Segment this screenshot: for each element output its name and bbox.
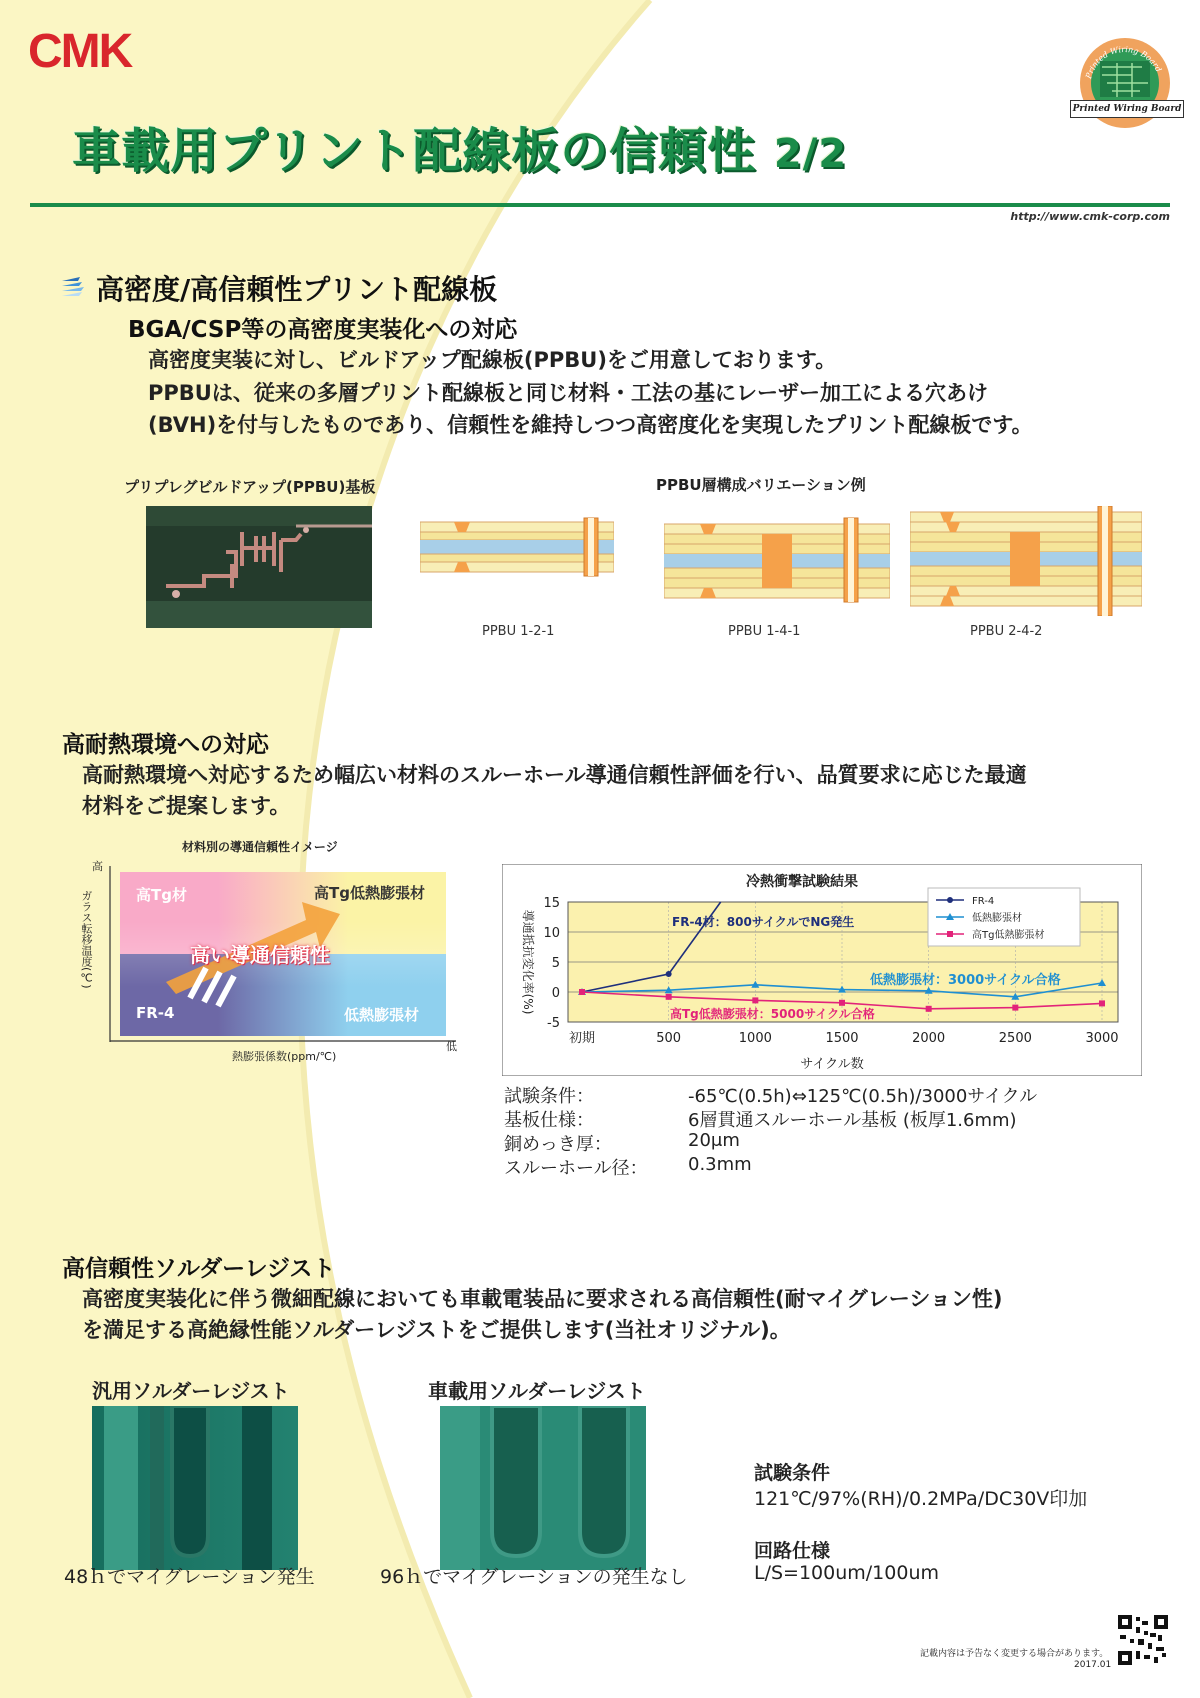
data-point	[839, 1000, 845, 1006]
data-point	[666, 994, 672, 1000]
condition-value-3: 20μm	[688, 1130, 740, 1151]
ppbu-board-photo	[146, 506, 372, 628]
x-tick-label: 3000	[1085, 1031, 1119, 1046]
section1-subtitle: BGA/CSP等の高密度実装化への対応	[128, 317, 518, 343]
automotive-resist-caption: 96ｈでマイグレーションの発生なし	[380, 1566, 688, 1588]
data-point	[1012, 1005, 1018, 1011]
data-point	[926, 1006, 932, 1012]
chart-legend	[928, 888, 1080, 946]
section3-line-1: 高密度実装化に伴う微細配線においても車載電装品に要求される高信頼性(耐マイグレーション性)	[82, 1287, 1003, 1311]
x-tick-label: 1500	[825, 1031, 859, 1046]
x-tick-label: 2500	[998, 1031, 1032, 1046]
test-value: 121℃/97%(RH)/0.2MPa/DC30V印加	[754, 1488, 1088, 1510]
condition-label-2: 基板仕様：	[504, 1110, 594, 1131]
stack-diagram-242	[910, 506, 1142, 616]
section2-line-2: 材料をご提案します。	[82, 794, 291, 818]
x-tick-label: 2000	[912, 1031, 946, 1046]
title-text: 車載用プリント配線板の信頼性	[72, 123, 757, 179]
automotive-resist-title: 車載用ソルダーレジスト	[428, 1379, 646, 1403]
annotation-low-cte: 低熱膨張材：3000サイクル合格	[870, 973, 1061, 988]
section3-line-2: を満足する高絶縁性能ソルダーレジストをご提供します(当社オリジナル)。	[82, 1318, 791, 1342]
test-title: 試験条件	[754, 1462, 831, 1484]
website-url[interactable]: http://www.cmk-corp.com	[1010, 210, 1170, 223]
quadrant-high-tg-low-cte: 高Tg低熱膨張材	[314, 884, 425, 902]
x-tick-label: 500	[656, 1031, 682, 1046]
y-tick-label: 0	[551, 986, 560, 1001]
header-rule	[30, 203, 1170, 207]
annotation-fr4: FR-4材：800サイクルでNG発生	[672, 915, 855, 929]
quadrant-fr4: FR-4	[136, 1004, 175, 1022]
chart-ylabel: 導通抵抗変化率(%)	[521, 909, 535, 1015]
badge-ring-text: Printed Wiring Board	[1084, 44, 1164, 80]
pcb-photo-caption: プリプレグビルドアップ(PPBU)基板	[124, 478, 376, 496]
annotation-high-tg-low-cte: 高Tg低熱膨張材：5000サイクル合格	[670, 1007, 875, 1021]
condition-value-2: 6層貫通スルーホール基板 (板厚1.6mm)	[688, 1110, 1017, 1131]
section1-title: 高密度/高信頼性プリント配線板	[96, 273, 498, 306]
page-number: 2/2	[773, 131, 848, 177]
chart-xlabel: サイクル数	[800, 1057, 864, 1072]
badge-label: Printed Wiring Board	[1070, 100, 1184, 118]
section-bullet-icon	[60, 277, 84, 297]
condition-value-4: 0.3mm	[688, 1154, 752, 1175]
section1-line-2: PPBUは、従来の多層プリント配線板と同じ材料・工法の基にレーザー加工による穴あけ	[148, 381, 988, 405]
general-resist-photo	[92, 1406, 298, 1570]
data-point	[579, 989, 585, 995]
stack-diagram-121	[420, 506, 614, 586]
matrix-arrow-label: 高い導通信頼性	[190, 943, 330, 967]
condition-label-1: 試験条件：	[504, 1086, 594, 1107]
variant-label-121: PPBU 1-2-1	[482, 624, 555, 639]
legend-marker	[947, 897, 953, 903]
y-tick-label: 10	[543, 926, 560, 941]
condition-label-3: 銅めっき厚：	[504, 1134, 612, 1155]
section1-line-3: (BVH)を付与したものであり、信頼性を維持しつつ高密度化を実現したプリント配線板です。	[148, 413, 1033, 437]
legend-entry: 高Tg低熱膨張材	[972, 930, 1045, 941]
variation-caption: PPBU層構成バリエーション例	[656, 476, 866, 494]
legend-entry: 低熱膨張材	[972, 913, 1022, 924]
y-tick-label: 15	[543, 896, 560, 911]
footer-note: 記載内容は予告なく変更する場合があります。	[920, 1649, 1109, 1659]
page-title	[72, 112, 847, 181]
automotive-resist-photo	[440, 1406, 646, 1570]
quadrant-low-cte: 低熱膨張材	[344, 1006, 420, 1024]
data-point	[752, 997, 758, 1003]
data-point	[666, 971, 672, 977]
x-tick-label: 初期	[568, 1031, 596, 1046]
variant-label-242: PPBU 2-4-2	[970, 624, 1043, 639]
matrix-x-label: 熱膨張係数(ppm/℃)	[232, 1050, 337, 1063]
circuit-value: L/S=100um/100um	[754, 1562, 939, 1584]
legend-entry: FR-4	[972, 896, 995, 907]
condition-label-4: スルーホール径：	[504, 1158, 648, 1179]
company-logo: CMK	[28, 25, 132, 78]
y-tick-label: 5	[551, 956, 560, 971]
footer-date: 2017.01	[1074, 1660, 1112, 1670]
section1-line-1: 高密度実装に対し、ビルドアップ配線板(PPBU)をご用意しております。	[148, 348, 837, 372]
circuit-title: 回路仕様	[754, 1540, 831, 1562]
variant-label-141: PPBU 1-4-1	[728, 624, 801, 639]
data-point	[1099, 1000, 1105, 1006]
legend-marker	[947, 931, 953, 937]
condition-value-1: -65℃(0.5h)⇔125℃(0.5h)/3000サイクル	[688, 1086, 1038, 1107]
section3-title: 高信頼性ソルダーレジスト	[62, 1256, 336, 1282]
general-resist-caption: 48ｈでマイグレーション発生	[64, 1566, 315, 1588]
qr-code-icon[interactable]	[1118, 1615, 1168, 1665]
quadrant-high-tg: 高Tg材	[136, 886, 187, 904]
general-resist-title: 汎用ソルダーレジスト	[92, 1379, 290, 1403]
x-tick-label: 1000	[738, 1031, 772, 1046]
matrix-title: 材料別の導通信頼性イメージ	[182, 840, 338, 854]
stack-diagram-141	[664, 506, 890, 606]
section2-title: 高耐熱環境への対応	[62, 732, 269, 758]
matrix-y-label: ガラス転移温度(℃)	[80, 890, 93, 989]
matrix-y-high: 高	[92, 860, 103, 873]
chart-title: 冷熱衝撃試験結果	[746, 874, 858, 890]
section2-line-1: 高耐熱環境へ対応するため幅広い材料のスルーホール導通信頼性評価を行い、品質要求に応じた最適	[82, 763, 1027, 787]
y-tick-label: -5	[547, 1016, 560, 1031]
matrix-x-low: 低	[446, 1040, 457, 1053]
thermal-shock-chart	[502, 864, 1142, 1076]
